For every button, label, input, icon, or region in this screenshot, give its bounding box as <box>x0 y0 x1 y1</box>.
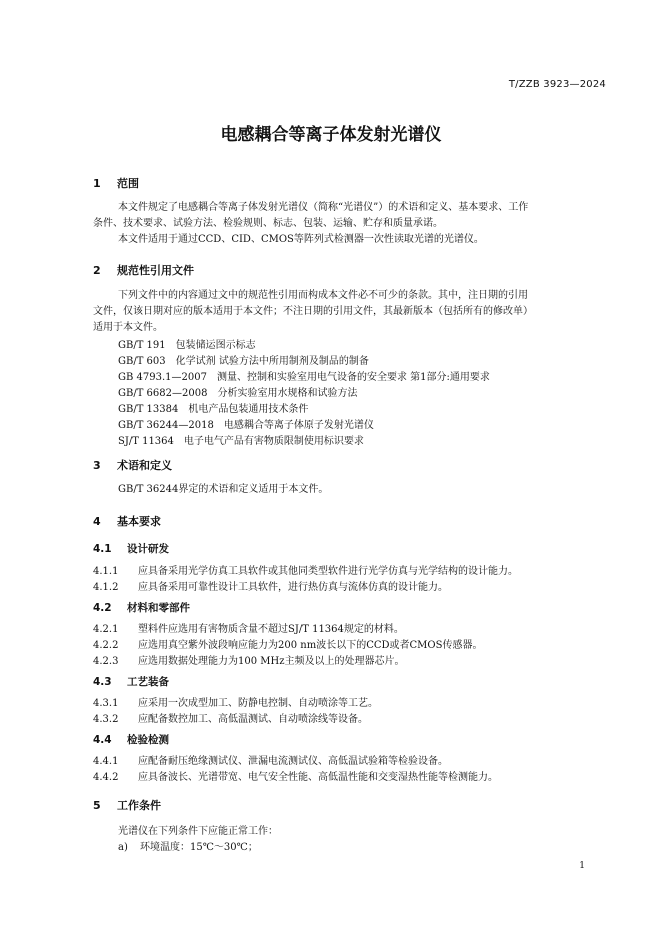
section-title: 工作条件 <box>117 799 161 812</box>
subsection-title: 检验检测 <box>127 734 169 746</box>
subsection-heading <box>93 600 190 615</box>
paragraph-line: 光谱仪在下列条件下应能正常工作： <box>118 826 278 837</box>
section-title: 术语和定义 <box>117 459 172 472</box>
subsection-number: 4.2 <box>93 602 112 614</box>
clause-number: 4.1.2 <box>93 582 119 593</box>
clause-text: 应具备波长、光谱带宽、电气安全性能、高低温性能和交变湿热性能等检测能力。 <box>138 772 498 783</box>
section-number: 1 <box>93 177 101 190</box>
paragraph-line: GB/T 36244界定的术语和定义适用于本文件。 <box>118 484 329 495</box>
reference-item: GB/T 13384 机电产品包装通用技术条件 <box>118 404 309 415</box>
section-number: 2 <box>93 264 101 277</box>
clause <box>93 710 368 725</box>
clause <box>93 578 448 593</box>
subsection-heading <box>93 541 169 556</box>
section-number: 3 <box>93 459 101 472</box>
list-item-text: 环境温度：15℃～30℃； <box>140 842 258 853</box>
subsection-title: 材料和零部件 <box>127 602 190 614</box>
section-4-heading <box>93 513 161 529</box>
subsection-number: 4.3 <box>93 676 112 688</box>
clause-number: 4.2.1 <box>93 624 119 635</box>
clause <box>93 768 498 783</box>
section-1-heading <box>93 175 139 191</box>
section-number: 4 <box>93 515 101 528</box>
list-item-a <box>118 840 258 856</box>
clause <box>93 636 482 651</box>
clause-number: 4.1.1 <box>93 566 119 577</box>
reference-item: GB 4793.1—2007 测量、控制和实验室用电气设备的安全要求 第1部分:通用要求 <box>118 372 490 383</box>
section-5-heading <box>93 797 161 813</box>
subsection-heading <box>93 732 169 747</box>
section-title: 规范性引用文件 <box>117 264 194 277</box>
paragraph-line: 下列文件中的内容通过文中的规范性引用而构成本文件必不可少的条款。其中，注日期的引用 <box>118 290 528 301</box>
document-title: 电感耦合等离子体发射光谱仪 <box>220 125 442 145</box>
section-number: 5 <box>93 799 101 812</box>
clause-text: 应选用数据处理能力为100 MHz主频及以上的处理器芯片。 <box>138 656 405 667</box>
paragraph-line: 本文件规定了电感耦合等离子体发射光谱仪（简称“光谱仪”）的术语和定义、基本要求、工作 <box>118 202 529 213</box>
paragraph-line: 条件、技术要求、试验方法、检验规则、标志、包装、运输、贮存和质量承诺。 <box>93 218 443 229</box>
reference-item: GB/T 36244—2018 电感耦合等离子体原子发射光谱仪 <box>118 420 374 431</box>
subsection-heading <box>93 674 169 689</box>
clause-text: 塑料件应选用有害物质含量不超过SJ/T 11364规定的材料。 <box>138 624 404 635</box>
clause-number: 4.3.2 <box>93 714 119 725</box>
document-number: T/ZZB 3923—2024 <box>508 79 606 90</box>
clause-text: 应配备数控加工、高低温测试、自动喷涂线等设备。 <box>138 714 368 725</box>
section-3-heading <box>93 457 172 473</box>
clause-text: 应配备耐压绝缘测试仪、泄漏电流测试仪、高低温试验箱等检验设备。 <box>138 756 448 767</box>
subsection-number: 4.1 <box>93 543 112 555</box>
section-title: 基本要求 <box>117 515 161 528</box>
clause-text: 应具备采用光学仿真工具软件或其他同类型软件进行光学仿真与光学结构的设计能力。 <box>138 566 518 577</box>
clause <box>93 752 448 767</box>
page-number: 1 <box>579 861 585 871</box>
paragraph-line: 本文件适用于通过CCD、CID、CMOS等阵列式检测器一次性读取光谱的光谱仪。 <box>118 234 484 245</box>
clause-text: 应选用真空紫外波段响应能力为200 nm波长以下的CCD或者CMOS传感器。 <box>138 640 483 651</box>
list-item-label: a) <box>118 842 128 853</box>
paragraph-line: 适用于本文件。 <box>93 322 163 333</box>
clause-text: 应采用一次成型加工、防静电控制、自动喷涂等工艺。 <box>138 698 378 709</box>
clause <box>93 620 404 635</box>
reference-item: GB/T 603 化学试剂 试验方法中所用制剂及制品的制备 <box>118 356 369 367</box>
clause-number: 4.4.1 <box>93 756 119 767</box>
clause-number: 4.3.1 <box>93 698 119 709</box>
subsection-title: 工艺装备 <box>127 676 169 688</box>
clause <box>93 694 378 709</box>
clause-text: 应具备采用可靠性设计工具软件，进行热仿真与流体仿真的设计能力。 <box>138 582 448 593</box>
clause-number: 4.2.3 <box>93 656 119 667</box>
reference-item: GB/T 6682—2008 分析实验室用水规格和试验方法 <box>118 388 358 399</box>
section-title: 范围 <box>117 177 139 190</box>
section-2-heading <box>93 262 194 278</box>
clause-number: 4.2.2 <box>93 640 119 651</box>
clause <box>93 652 405 667</box>
paragraph-line: 文件，仅该日期对应的版本适用于本文件；不注日期的引用文件，其最新版本（包括所有的修改单） <box>93 306 533 317</box>
reference-item: GB/T 191 包装储运图示标志 <box>118 340 256 351</box>
reference-item: SJ/T 11364 电子电气产品有害物质限制使用标识要求 <box>118 436 364 447</box>
clause <box>93 562 518 577</box>
clause-number: 4.4.2 <box>93 772 119 783</box>
subsection-title: 设计研发 <box>127 543 169 555</box>
subsection-number: 4.4 <box>93 734 112 746</box>
